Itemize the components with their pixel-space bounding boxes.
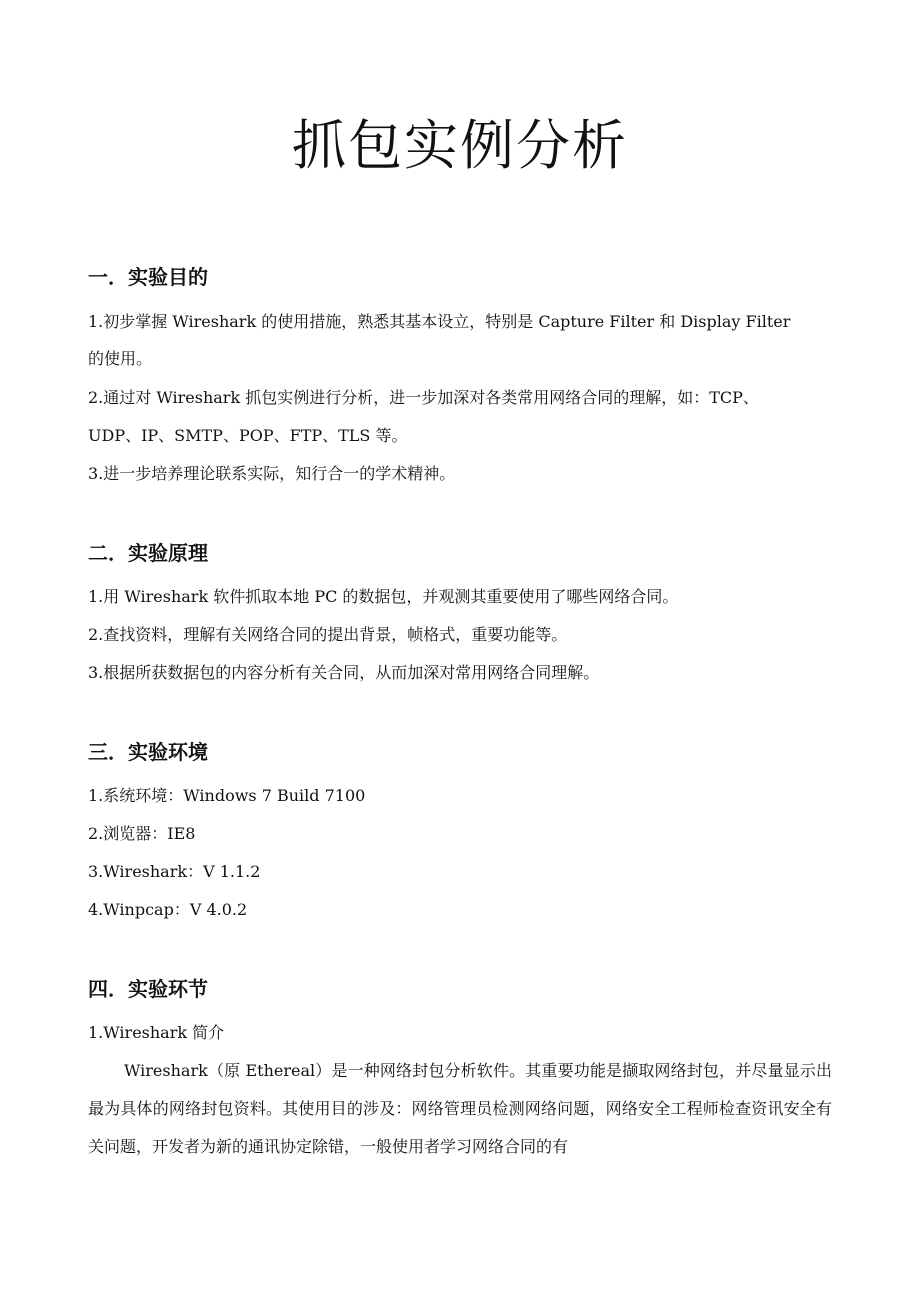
wireshark-intro-paragraph: Wireshark（原 Ethereal）是一种网络封包分析软件。其重要功能是撷取网络封包，并尽量显示出最为具体的网络封包资料。其使用目的涉及：网络管理员检测网络问题，网络安全工程师检查资讯安全有关问题，开发者为新的通讯协定除错，一般使用者学习网络合同的有 [88, 1061, 832, 1156]
section-heading-environment: 三．实验环境 [88, 740, 208, 764]
environment-line-1: 1.系统环境：Windows 7 Build 7100 [88, 786, 366, 805]
section-heading-steps: 四．实验环节 [88, 977, 208, 1001]
principle-line-2: 2.查找资料，理解有关网络合同的提出背景，帧格式，重要功能等。 [88, 625, 568, 644]
purpose-line-1: 1.初步掌握 Wireshark 的使用措施，熟悉其基本设立，特别是 Capture Filter 和 Display Filter [88, 312, 791, 331]
purpose-line-2: 的使用。 [88, 349, 153, 368]
purpose-line-4: UDP、IP、SMTP、POP、FTP、TLS 等。 [88, 426, 408, 445]
section-heading-purpose: 一．实验目的 [88, 265, 208, 289]
document-title: 抓包实例分析 [292, 114, 628, 177]
environment-line-4: 4.Winpcap：V 4.0.2 [88, 900, 248, 919]
principle-line-3: 3.根据所获数据包的内容分析有关合同，从而加深对常用网络合同理解。 [88, 663, 600, 682]
principle-line-1: 1.用 Wireshark 软件抓取本地 PC 的数据包，并观测其重要使用了哪些网络合同。 [88, 587, 679, 606]
purpose-line-3: 2.通过对 Wireshark 抓包实例进行分析，进一步加深对各类常用网络合同的理解，如：TCP、 [88, 388, 759, 407]
environment-line-2: 2.浏览器：IE8 [88, 824, 196, 843]
steps-line-1: 1.Wireshark 简介 [88, 1023, 225, 1042]
section-heading-principle: 二．实验原理 [88, 541, 208, 565]
purpose-line-5: 3.进一步培养理论联系实际，知行合一的学术精神。 [88, 464, 456, 483]
environment-line-3: 3.Wireshark：V 1.1.2 [88, 862, 261, 881]
